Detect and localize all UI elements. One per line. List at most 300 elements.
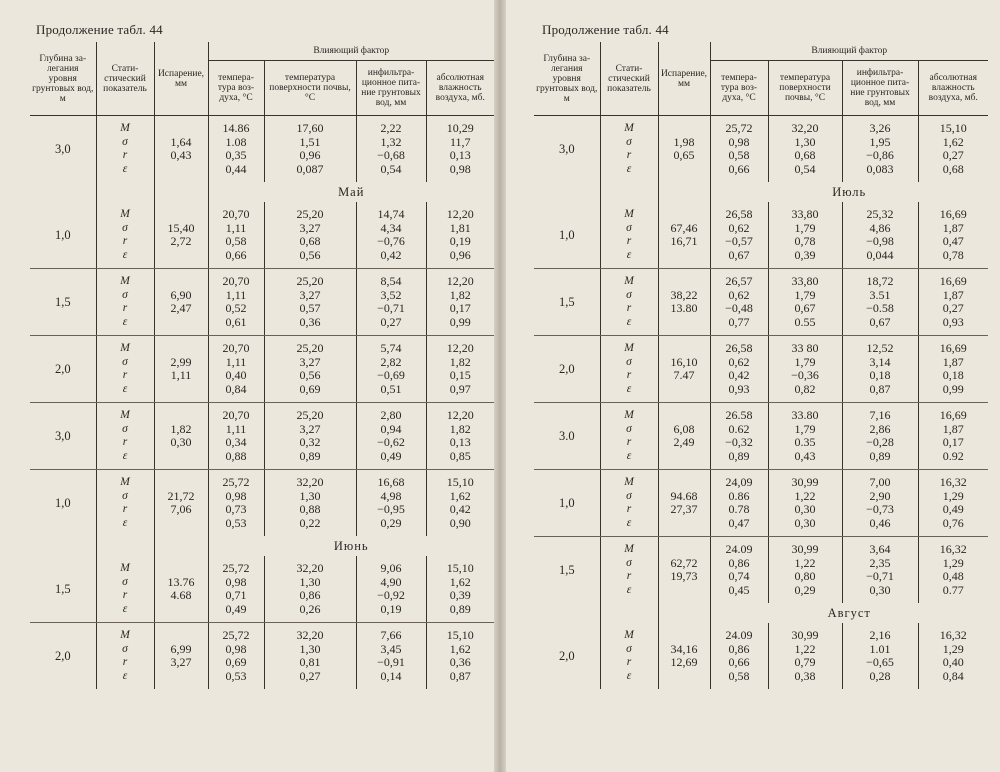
humidity-cell-value: 1,29 <box>942 555 964 570</box>
air-temp-cell-value: 0,84 <box>225 381 247 396</box>
humidity-cell-value: 12,20 <box>446 274 474 288</box>
air-temp-cell-value: 0,98 <box>225 574 247 589</box>
infiltration-cell-value: 3,14 <box>869 354 891 369</box>
stat-cell-value: ε <box>122 449 128 462</box>
soil-temp-cell-value: 17,60 <box>296 121 324 135</box>
header-stat: Стати-стический показатель <box>96 42 154 116</box>
infiltration-cell-value: 7,00 <box>869 475 891 489</box>
stat-cell <box>96 269 154 336</box>
humidity-cell-value: 1,87 <box>942 354 964 369</box>
humidity-cell-value: 15,10 <box>939 121 967 135</box>
air-temp-cell-value: 20,70 <box>222 408 250 422</box>
left-page <box>0 0 494 772</box>
air-temp-cell-value: 0,40 <box>225 368 247 382</box>
stat-cell-value: σ <box>122 355 128 368</box>
stat-cell <box>96 336 154 403</box>
soil-temp-cell-value: 32,20 <box>791 121 819 135</box>
air-temp-cell-value: 0,47 <box>728 515 750 530</box>
stat-cell-value: r <box>626 149 632 161</box>
depth-cell: 2,0 <box>30 623 96 690</box>
soil-temp-cell-value: 0,69 <box>299 381 321 396</box>
data-table <box>30 42 494 689</box>
soil-temp-cell-value: 33,80 <box>791 274 819 288</box>
humidity-cell <box>426 202 494 269</box>
stat-cell-value: σ <box>626 422 632 435</box>
infiltration-cell-value: 0,19 <box>380 601 402 616</box>
air-temp-cell-value: 1.08 <box>225 134 247 149</box>
stat-cell <box>96 556 154 623</box>
month-row-spacer <box>96 536 154 556</box>
humidity-cell-value: 1,82 <box>449 421 471 436</box>
infiltration-cell-value: 0,42 <box>380 247 402 262</box>
humidity-cell-value: 0,27 <box>942 148 964 162</box>
infiltration-cell-value: 0,28 <box>869 668 891 683</box>
soil-temp-cell <box>768 336 842 403</box>
air-temp-cell-value: 0,74 <box>728 569 750 583</box>
month-label: Август <box>827 605 871 620</box>
air-temp-cell-value: 0,42 <box>728 368 750 382</box>
stat-cell-value: ε <box>122 669 128 682</box>
month-label: Июнь <box>333 538 369 553</box>
soil-temp-cell-value: 33 80 <box>791 341 819 355</box>
humidity-cell-value: 11,7 <box>449 134 471 149</box>
infiltration-cell-value: 0,89 <box>869 448 891 463</box>
stat-cell-value: M <box>624 629 634 641</box>
air-temp-cell-value: 25,72 <box>725 121 753 135</box>
infiltration-cell <box>356 116 426 183</box>
humidity-cell-value: 16,69 <box>939 341 967 355</box>
soil-temp-cell-value: 3,27 <box>299 287 321 302</box>
humidity-cell-value: 0.77 <box>942 582 964 597</box>
table-row <box>534 403 988 470</box>
infiltration-cell-value: 0,27 <box>380 314 402 329</box>
humidity-cell-value: 0,85 <box>449 448 471 463</box>
air-temp-cell <box>208 470 264 537</box>
header-air-temp: темпера-тура воз-духа, °С <box>208 61 264 116</box>
stat-cell-value: M <box>120 629 130 641</box>
infiltration-cell <box>842 202 918 269</box>
infiltration-cell-value: 4,34 <box>380 220 402 235</box>
humidity-cell <box>426 556 494 623</box>
evaporation-cell <box>658 269 710 336</box>
evaporation-cell-value: 62,72 <box>670 555 698 570</box>
infiltration-cell-value: −0,65 <box>866 655 894 669</box>
infiltration-cell <box>842 623 918 689</box>
air-temp-cell-value: 0,53 <box>225 515 247 530</box>
month-row-spacer <box>96 182 154 202</box>
evaporation-cell-value: 2,99 <box>170 354 192 369</box>
stat-cell-value: M <box>624 342 634 354</box>
infiltration-cell-value: 2,82 <box>380 354 402 369</box>
depth-cell: 1,0 <box>534 470 600 537</box>
air-temp-cell-value: 0,98 <box>225 488 247 503</box>
evaporation-cell-value: 6,90 <box>170 287 192 302</box>
infiltration-cell <box>842 403 918 470</box>
soil-temp-cell-value: 0,43 <box>794 448 816 463</box>
evaporation-cell-value: 1,11 <box>170 368 192 382</box>
air-temp-cell-value: 25,72 <box>222 628 250 642</box>
soil-temp-cell-value: 30,99 <box>791 542 819 556</box>
table-row <box>534 537 988 604</box>
table-row <box>534 336 988 403</box>
infiltration-cell-value: −0.58 <box>866 301 894 315</box>
depth-cell: 1,5 <box>30 556 96 623</box>
humidity-cell-value: 16,32 <box>939 475 967 489</box>
soil-temp-cell-value: 1,79 <box>794 220 816 235</box>
header-evaporation: Испарение, мм <box>154 42 208 116</box>
humidity-cell-value: 16,69 <box>939 408 967 422</box>
stat-cell-value: σ <box>122 422 128 435</box>
infiltration-cell-value: 0,46 <box>869 515 891 530</box>
evaporation-cell-value: 13.76 <box>167 574 195 589</box>
infiltration-cell-value: 1,95 <box>869 134 891 149</box>
evaporation-cell <box>658 116 710 183</box>
humidity-cell-value: 0,48 <box>942 569 964 583</box>
humidity-cell-value: 1,81 <box>449 220 471 235</box>
stat-cell <box>600 403 658 470</box>
infiltration-cell <box>842 537 918 604</box>
infiltration-cell-value: −0,69 <box>377 368 405 382</box>
evaporation-cell <box>658 623 710 689</box>
stat-cell <box>600 269 658 336</box>
stat-cell-value: σ <box>626 288 632 301</box>
soil-temp-cell-value: 25,20 <box>296 207 324 221</box>
soil-temp-cell-value: 33,80 <box>791 207 819 221</box>
infiltration-cell-value: 7,16 <box>869 408 891 422</box>
air-temp-cell-value: 0,61 <box>225 314 247 329</box>
book-gutter <box>494 0 506 772</box>
infiltration-cell-value: −0,95 <box>377 502 405 516</box>
evaporation-cell-value: 19,73 <box>670 569 698 583</box>
stat-cell <box>600 336 658 403</box>
air-temp-cell-value: 0,71 <box>225 588 247 602</box>
evaporation-cell-value: 27,37 <box>670 502 698 516</box>
soil-temp-cell-value: 1,30 <box>794 134 816 149</box>
air-temp-cell-value: 0,66 <box>728 161 750 176</box>
header-evaporation: Испарение, мм <box>658 42 710 116</box>
header-soil-temp: температура поверхности почвы, °С <box>768 61 842 116</box>
infiltration-cell-value: 12,52 <box>866 341 894 355</box>
infiltration-cell-value: −0,68 <box>377 148 405 162</box>
stat-cell-value: r <box>122 503 128 515</box>
evaporation-cell <box>658 336 710 403</box>
air-temp-cell-value: 0,73 <box>225 502 247 516</box>
infiltration-cell <box>356 403 426 470</box>
depth-cell: 1,0 <box>30 202 96 269</box>
infiltration-cell-value: 0,14 <box>380 668 402 683</box>
stat-cell-value: ε <box>122 248 128 261</box>
evaporation-cell <box>658 537 710 604</box>
header-stat: Стати-стический показатель <box>600 42 658 116</box>
depth-cell: 1,0 <box>30 470 96 537</box>
humidity-cell-value: 0,42 <box>449 502 471 516</box>
humidity-cell-value: 1,62 <box>449 574 471 589</box>
stat-cell-value: r <box>122 369 128 381</box>
evaporation-cell <box>154 403 208 470</box>
table-row <box>30 556 494 623</box>
infiltration-cell-value: 0,044 <box>866 247 894 262</box>
humidity-cell-value: 0,78 <box>942 247 964 262</box>
infiltration-cell-value: 2,35 <box>869 555 891 570</box>
infiltration-cell-value: 2,22 <box>380 121 402 135</box>
humidity-cell-value: 0,17 <box>942 435 964 449</box>
soil-temp-cell-value: 30,99 <box>791 628 819 642</box>
infiltration-cell-value: 2,86 <box>869 421 891 436</box>
infiltration-cell-value: 2,80 <box>380 408 402 422</box>
air-temp-cell <box>710 623 768 689</box>
humidity-cell-value: 15,10 <box>446 628 474 642</box>
infiltration-cell-value: −0,73 <box>866 502 894 516</box>
table-row <box>30 403 494 470</box>
soil-temp-cell <box>768 537 842 604</box>
air-temp-cell-value: 0,86 <box>728 555 750 570</box>
humidity-cell-value: 0,84 <box>942 668 964 683</box>
soil-temp-cell-value: 0,54 <box>794 161 816 176</box>
month-row-spacer <box>600 182 658 202</box>
air-temp-cell-value: 20,70 <box>222 341 250 355</box>
air-temp-cell-value: 26,58 <box>725 341 753 355</box>
evaporation-cell <box>154 116 208 183</box>
air-temp-cell-value: 0,62 <box>728 354 750 369</box>
soil-temp-cell-value: 0,86 <box>299 588 321 602</box>
soil-temp-cell-value: 0,32 <box>299 435 321 449</box>
stat-cell-value: ε <box>626 583 632 596</box>
stat-cell-value: r <box>626 656 632 668</box>
month-row-spacer <box>600 603 658 623</box>
stat-cell-value: M <box>120 122 130 134</box>
infiltration-cell-value: 16,68 <box>377 475 405 489</box>
soil-temp-cell-value: 3,27 <box>299 354 321 369</box>
air-temp-cell <box>208 623 264 690</box>
humidity-cell <box>426 470 494 537</box>
soil-temp-cell-value: 0,30 <box>794 502 816 516</box>
air-temp-cell-value: 25,72 <box>222 475 250 489</box>
humidity-cell-value: 16,69 <box>939 274 967 288</box>
humidity-cell-value: 1,29 <box>942 641 964 656</box>
infiltration-cell-value: 0,30 <box>869 582 891 597</box>
infiltration-cell-value: 8,54 <box>380 274 402 288</box>
air-temp-cell-value: 0,34 <box>225 435 247 449</box>
humidity-cell <box>426 403 494 470</box>
stat-cell-value: ε <box>122 315 128 328</box>
humidity-cell-value: 0,49 <box>942 502 964 516</box>
month-row-spacer <box>154 536 208 556</box>
soil-temp-cell <box>264 116 356 183</box>
infiltration-cell-value: 0,54 <box>380 161 402 176</box>
air-temp-cell <box>710 537 768 604</box>
evaporation-cell-value: 6,08 <box>673 421 695 436</box>
soil-temp-cell-value: 0,30 <box>794 515 816 530</box>
infiltration-cell <box>842 116 918 183</box>
evaporation-cell-value: 0,30 <box>170 435 192 449</box>
soil-temp-cell-value: 0,27 <box>299 668 321 683</box>
humidity-cell-value: 0,39 <box>449 588 471 602</box>
month-heading-row <box>30 536 494 556</box>
humidity-cell-value: 1,87 <box>942 421 964 436</box>
data-table <box>534 42 988 689</box>
depth-cell: 1,5 <box>534 269 600 336</box>
air-temp-cell-value: 14.86 <box>222 121 250 135</box>
humidity-cell-value: 0,17 <box>449 301 471 315</box>
soil-temp-cell-value: 25,20 <box>296 408 324 422</box>
humidity-cell <box>426 623 494 690</box>
stat-cell-value: σ <box>122 489 128 502</box>
soil-temp-cell-value: 1,22 <box>794 641 816 656</box>
soil-temp-cell-value: 1,79 <box>794 354 816 369</box>
stat-cell-value: ε <box>626 382 632 395</box>
infiltration-cell-value: 1,32 <box>380 134 402 149</box>
month-row-spacer <box>658 182 710 202</box>
evaporation-cell <box>658 470 710 537</box>
humidity-cell-value: 16,32 <box>939 628 967 642</box>
humidity-cell-value: 0,93 <box>942 314 964 329</box>
soil-temp-cell-value: 0,79 <box>794 655 816 669</box>
soil-temp-cell-value: 0.35 <box>794 435 816 449</box>
humidity-cell-value: 1,87 <box>942 287 964 302</box>
air-temp-cell-value: 26,57 <box>725 274 753 288</box>
soil-temp-cell-value: 0,68 <box>299 234 321 248</box>
soil-temp-cell <box>768 623 842 689</box>
air-temp-cell-value: 0,86 <box>728 641 750 656</box>
infiltration-cell-value: −0,98 <box>866 234 894 248</box>
stat-cell <box>600 470 658 537</box>
humidity-cell-value: 15,10 <box>446 475 474 489</box>
table-row <box>30 269 494 336</box>
stat-cell-value: M <box>120 562 130 574</box>
evaporation-cell-value: 7.47 <box>673 368 695 382</box>
soil-temp-cell-value: 3,27 <box>299 220 321 235</box>
stat-cell-value: r <box>626 369 632 381</box>
evaporation-cell-value: 3,27 <box>170 655 192 669</box>
soil-temp-cell <box>768 403 842 470</box>
air-temp-cell-value: 0,66 <box>728 655 750 669</box>
soil-temp-cell-value: 0,087 <box>296 161 324 176</box>
stat-cell-value: M <box>120 476 130 488</box>
right-page <box>506 0 1000 772</box>
soil-temp-cell-value: 0,26 <box>299 601 321 616</box>
soil-temp-cell-value: 1,79 <box>794 421 816 436</box>
header-infiltration: инфильтра-ционное пита-ние грунтовых вод, мм <box>842 61 918 116</box>
air-temp-cell <box>710 336 768 403</box>
table-body <box>534 116 988 690</box>
stat-cell-value: r <box>626 235 632 247</box>
evaporation-cell-value: 0,65 <box>673 148 695 162</box>
humidity-cell <box>918 116 988 183</box>
evaporation-cell-value: 34,16 <box>670 641 698 656</box>
stat-cell-value: ε <box>626 669 632 682</box>
air-temp-cell-value: 26,58 <box>725 207 753 221</box>
stat-cell-value: σ <box>626 135 632 148</box>
humidity-cell-value: 0,99 <box>449 314 471 329</box>
stat-cell-value: ε <box>122 162 128 175</box>
stat-cell-value: M <box>624 275 634 287</box>
infiltration-cell-value: 9,06 <box>380 561 402 575</box>
infiltration-cell-value: 0,49 <box>380 448 402 463</box>
infiltration-cell-value: 3.51 <box>869 287 891 302</box>
soil-temp-cell-value: 0,22 <box>299 515 321 530</box>
evaporation-cell-value: 4.68 <box>170 588 192 602</box>
humidity-cell-value: 12,20 <box>446 408 474 422</box>
soil-temp-cell-value: 0,78 <box>794 234 816 248</box>
humidity-cell <box>918 623 988 689</box>
evaporation-cell <box>154 269 208 336</box>
header-humidity: абсолютная влажность воздуха, мб. <box>928 73 978 103</box>
air-temp-cell-value: 0,67 <box>728 247 750 262</box>
evaporation-cell <box>154 202 208 269</box>
evaporation-cell-value: 0,43 <box>170 148 192 162</box>
humidity-cell <box>918 336 988 403</box>
month-row-spacer <box>534 603 600 623</box>
soil-temp-cell-value: 0,56 <box>299 368 321 382</box>
air-temp-cell <box>208 202 264 269</box>
air-temp-cell-value: 1,11 <box>225 220 247 235</box>
depth-cell: 3,0 <box>30 403 96 470</box>
infiltration-cell-value: 3,64 <box>869 542 891 556</box>
soil-temp-cell-value: 0,96 <box>299 148 321 162</box>
soil-temp-cell-value: 1,22 <box>794 488 816 503</box>
infiltration-cell-value: −0,86 <box>866 148 894 162</box>
table-row <box>534 470 988 537</box>
evaporation-cell-value: 67,46 <box>670 220 698 235</box>
evaporation-cell <box>154 623 208 690</box>
soil-temp-cell <box>264 403 356 470</box>
evaporation-cell <box>658 202 710 269</box>
air-temp-cell-value: 0,98 <box>225 641 247 656</box>
infiltration-cell-value: −0,71 <box>377 301 405 315</box>
stat-cell-value: r <box>626 503 632 515</box>
air-temp-cell-value: 0,98 <box>728 134 750 149</box>
humidity-cell-value: 12,20 <box>446 341 474 355</box>
air-temp-cell-value: 0,62 <box>728 220 750 235</box>
stat-cell-value: σ <box>626 556 632 569</box>
infiltration-cell-value: 5,74 <box>380 341 402 355</box>
continuation-title: Продолжение табл. 44 <box>36 22 163 37</box>
humidity-cell-value: 1,82 <box>449 287 471 302</box>
humidity-cell-value: 0,13 <box>449 148 471 162</box>
stat-cell-value: r <box>626 570 632 582</box>
header-factor: Влияющий фактор <box>710 42 988 61</box>
infiltration-cell-value: 0,87 <box>869 381 891 396</box>
humidity-cell <box>918 403 988 470</box>
humidity-cell-value: 0,97 <box>449 381 471 396</box>
air-temp-cell-value: 0,58 <box>728 148 750 162</box>
infiltration-cell <box>356 269 426 336</box>
air-temp-cell-value: 0,69 <box>225 655 247 669</box>
depth-cell: 2,0 <box>30 336 96 403</box>
stat-cell-value: M <box>120 409 130 421</box>
soil-temp-cell-value: 0.55 <box>794 314 816 329</box>
stat-cell-value: ε <box>122 516 128 529</box>
table-row <box>30 202 494 269</box>
stat-cell <box>96 470 154 537</box>
infiltration-cell-value: 0,94 <box>380 421 402 436</box>
soil-temp-cell-value: 0,57 <box>299 301 321 315</box>
evaporation-cell-value: 15,40 <box>167 220 195 235</box>
evaporation-cell-value: 12,69 <box>670 655 698 669</box>
soil-temp-cell-value: 1,30 <box>299 641 321 656</box>
stat-cell <box>600 623 658 689</box>
soil-temp-cell-value: 0,68 <box>794 148 816 162</box>
air-temp-cell-value: 1,11 <box>225 354 247 369</box>
soil-temp-cell-value: 32,20 <box>296 475 324 489</box>
soil-temp-cell-value: 32,20 <box>296 561 324 575</box>
stat-cell-value: ε <box>626 516 632 529</box>
depth-cell: 2,0 <box>534 623 600 689</box>
air-temp-cell-value: 0,62 <box>728 287 750 302</box>
stat-cell-value: σ <box>626 221 632 234</box>
infiltration-cell-value: −0,62 <box>377 435 405 449</box>
air-temp-cell-value: 0,88 <box>225 448 247 463</box>
